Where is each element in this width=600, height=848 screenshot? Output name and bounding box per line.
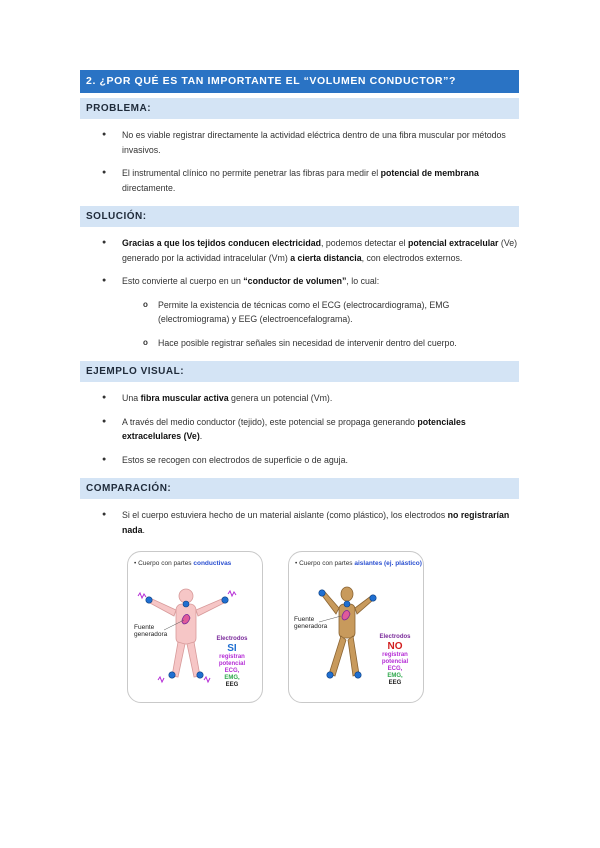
- source-label: Fuente generadora: [294, 616, 328, 630]
- section-title: 2. ¿POR QUÉ ES TAN IMPORTANTE EL “VOLUMEN CONDUCTOR”?: [80, 70, 519, 93]
- list-item: ● El instrumental clínico no permite penetrar las fibras para medir el potencial de membrana directamente.: [80, 166, 519, 195]
- solucion-list: [80, 236, 519, 289]
- comparison-figures: [80, 551, 519, 707]
- ejemplo-list: [80, 391, 519, 467]
- list-item: ● Gracias a que los tejidos conducen electricidad, podemos detectar el potencial extracelular (Ve) generado por la actividad intracelular (Vm) a cierta distancia, con electrodos externos.: [80, 236, 519, 265]
- document-page: [80, 70, 519, 707]
- electrodes-legend: Electrodos NO registran potencial ECG, EMG, EEG: [373, 634, 417, 687]
- solucion-heading: SOLUCIÓN:: [80, 206, 519, 227]
- list-item: ● Si el cuerpo estuviera hecho de un material aislante (como plástico), los electrodos no registrarían nada.: [80, 508, 519, 537]
- legend-si: SI: [227, 643, 237, 654]
- source-label: Fuente generadora: [134, 624, 168, 638]
- conductive-body-figure: [127, 551, 263, 703]
- problema-list: [80, 128, 519, 195]
- list-item: ● Esto convierte al cuerpo en un “conductor de volumen”, lo cual:: [80, 274, 519, 289]
- problema-heading: PROBLEMA:: [80, 98, 519, 119]
- insulating-body-figure: [288, 551, 424, 703]
- list-item: ● Estos se recogen con electrodos de superficie o de aguja.: [80, 453, 519, 468]
- electrodes-legend: Electrodos SI registran potencial ECG, EMG, EEG: [210, 636, 254, 689]
- figure-caption: • Cuerpo con partes aislantes (ej. plástico): [295, 560, 422, 567]
- comparacion-list: [80, 508, 519, 537]
- sub-list-item: o Hace posible registrar señales sin necesidad de intervenir dentro del cuerpo.: [80, 336, 519, 351]
- ejemplo-heading: EJEMPLO VISUAL:: [80, 361, 519, 382]
- list-item: ● Una fibra muscular activa genera un potencial (Vm).: [80, 391, 519, 406]
- sub-list-item: o Permite la existencia de técnicas como el ECG (electrocardiograma), EMG (electromiograma) y EEG (electroencefalograma).: [80, 298, 519, 327]
- list-item: ● A través del medio conductor (tejido), este potencial se propaga generando potenciales extracelulares (Ve).: [80, 415, 519, 444]
- solucion-sublist: [80, 298, 519, 351]
- comparacion-heading: COMPARACIÓN:: [80, 478, 519, 499]
- figure-caption: • Cuerpo con partes conductivas: [134, 560, 232, 567]
- list-item: ● No es viable registrar directamente la actividad eléctrica dentro de una fibra muscular por métodos invasivos.: [80, 128, 519, 157]
- legend-no: NO: [387, 641, 403, 652]
